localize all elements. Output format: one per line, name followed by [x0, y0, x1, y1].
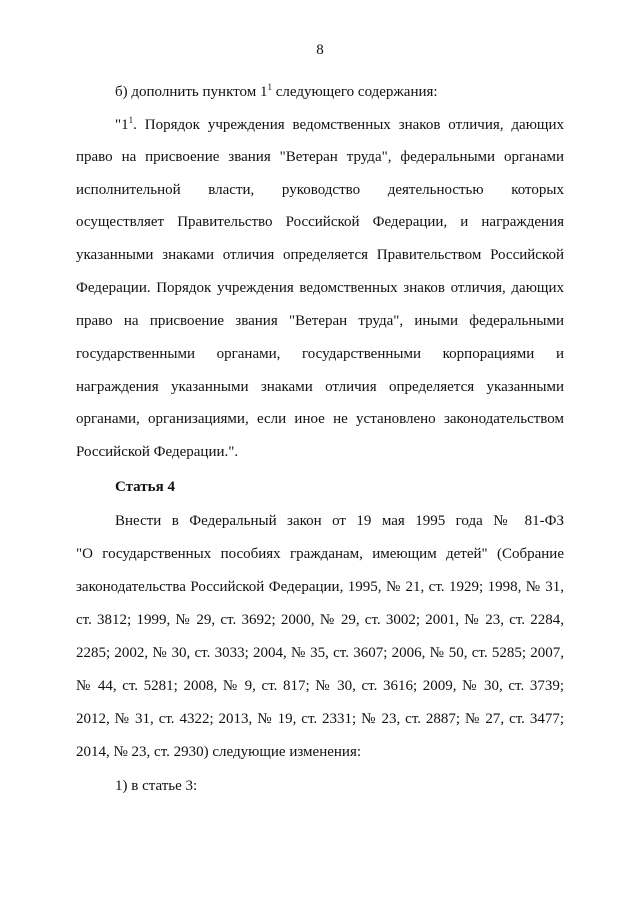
quote-text-before: "1 [115, 117, 129, 133]
list-item-one: 1) в статье 3: [115, 778, 198, 794]
intro-superscript: 1 [267, 82, 272, 92]
quote-line: Федерации. Порядок учреждения ведомственных знаков отличия, дающих [76, 280, 564, 296]
quote-last-line: Российской Федерации.". [76, 444, 239, 460]
quote-line: право на присвоение звания "Ветеран труда", федеральными органами [76, 149, 564, 165]
article-last-line: 2014, № 23, ст. 2930) следующие изменения: [76, 744, 362, 760]
article-line: № 44, ст. 5281; 2008, № 9, ст. 817; № 30, ст. 3616; 2009, № 30, ст. 3739; [76, 678, 564, 694]
quote-text-after: . Порядок учреждения ведомственных знаков отличия, дающих [133, 117, 564, 133]
intro-text-before: б) дополнить пунктом 1 [115, 84, 268, 100]
article-line: "О государственных пособиях гражданам, имеющим детей" (Собрание [76, 546, 564, 562]
intro-paragraph [115, 82, 564, 102]
intro-text-after: следующего содержания: [271, 84, 438, 100]
quote-first-line [115, 115, 564, 135]
page-number: 8 [316, 42, 324, 58]
quote-line: награждения указанными знаками отличия определяется указанными [76, 379, 564, 395]
article-line: ст. 3812; 1999, № 29, ст. 3692; 2000, № 29, ст. 3002; 2001, № 23, ст. 2284, [76, 612, 564, 628]
article-heading: Статья 4 [115, 479, 175, 495]
article-line: 2285; 2002, № 30, ст. 3033; 2004, № 35, ст. 3607; 2006, № 50, ст. 5285; 2007, [76, 645, 564, 661]
quote-line: органами, организациями, если иное не установлено законодательством [76, 411, 564, 427]
quote-line: государственными органами, государственными корпорациями и [76, 346, 564, 362]
quote-superscript: 1 [128, 115, 134, 125]
article-first-line: Внести в Федеральный закон от 19 мая 1995 года № 81-ФЗ [115, 513, 564, 529]
quote-line: осуществляет Правительство Российской Федерации, и награждения [76, 214, 564, 230]
quote-line: право на присвоение звания "Ветеран труда", иными федеральными [76, 313, 564, 329]
article-line: 2012, № 31, ст. 4322; 2013, № 19, ст. 2331; № 23, ст. 2887; № 27, ст. 3477; [76, 711, 564, 727]
article-line: законодательства Российской Федерации, 1995, № 21, ст. 1929; 1998, № 31, [76, 579, 564, 595]
quote-line: указанными знаками отличия определяется Правительством Российской [76, 247, 564, 263]
quote-line: исполнительной власти, руководство деятельностью которых [76, 182, 564, 198]
